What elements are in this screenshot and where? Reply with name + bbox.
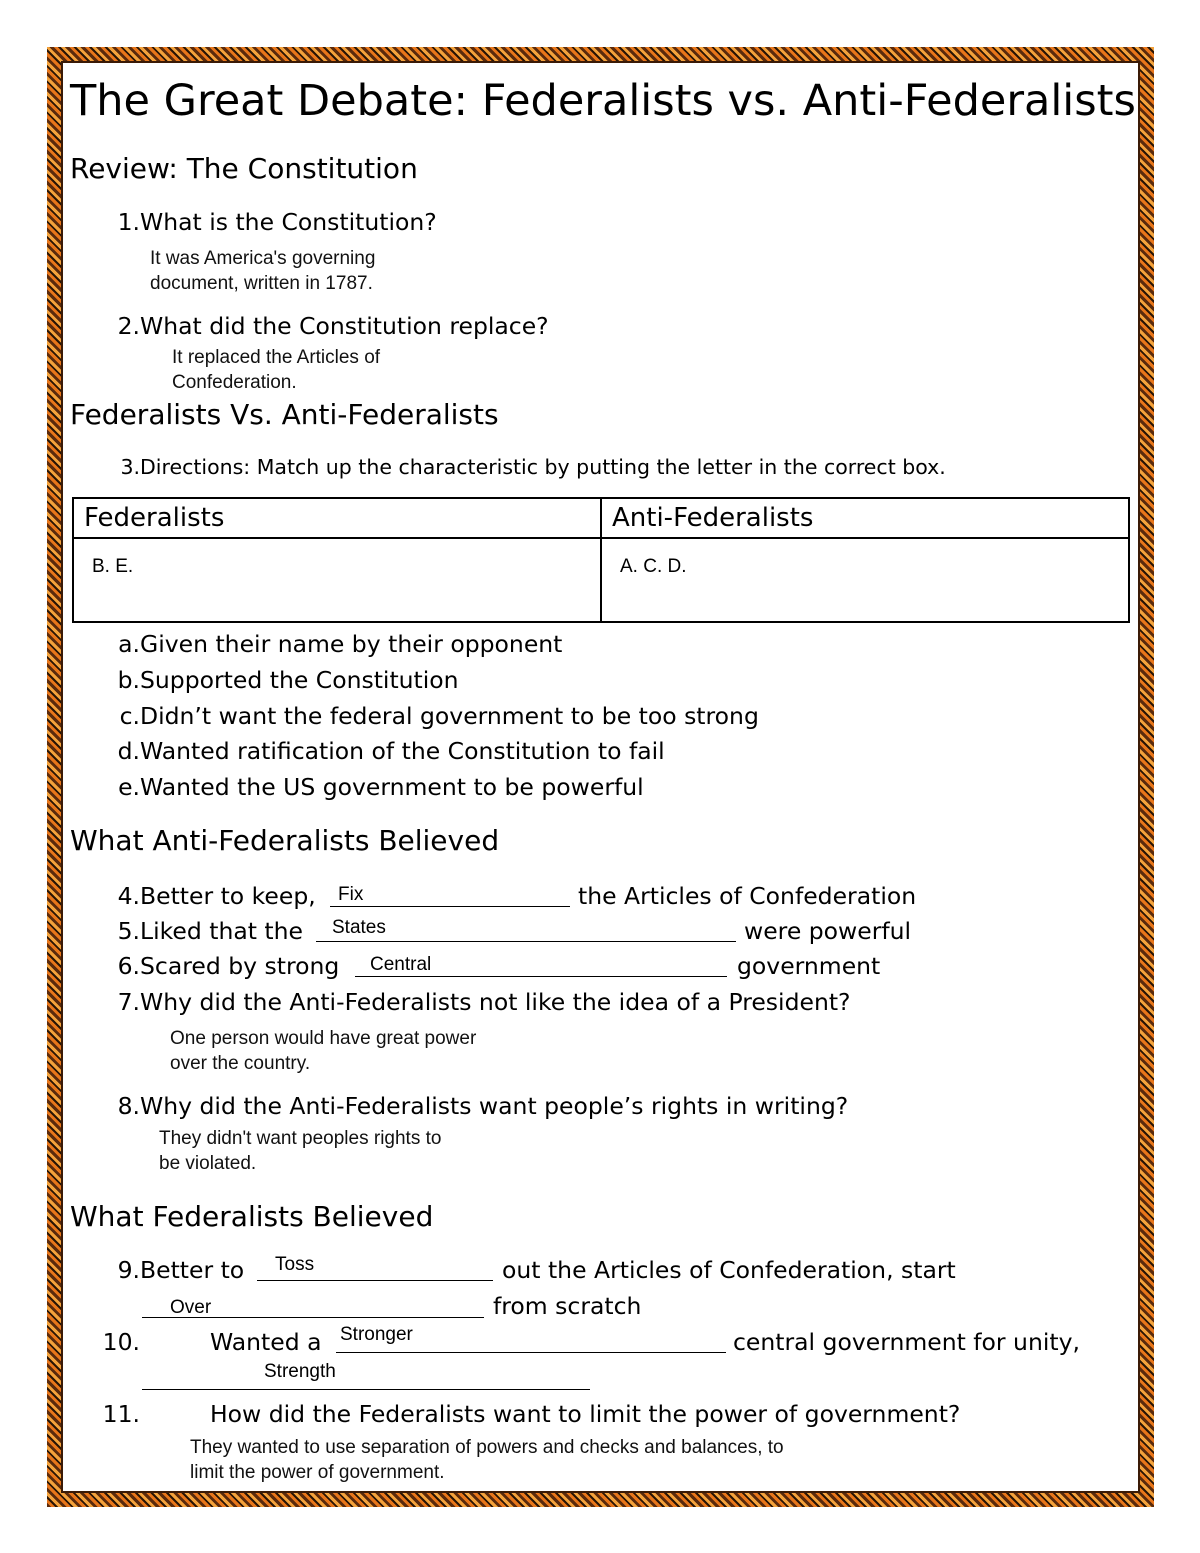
answer-box-federalists[interactable]: B. E.	[73, 538, 601, 622]
question-text: Directions: Match up the characteristic by putting the letter in the correct box.	[140, 455, 946, 479]
choice-letter: b.	[117, 666, 140, 694]
section-heading-review: Review: The Constitution	[70, 152, 418, 185]
choice-letter: d.	[117, 737, 140, 765]
question-number: 5.	[117, 917, 140, 945]
question-9-after-2: from scratch	[493, 1292, 642, 1320]
answer-5[interactable]: States	[332, 917, 386, 938]
question-text-after: the Articles of Confederation	[578, 882, 917, 910]
choice-text: Didn’t want the federal government to be too strong	[140, 702, 759, 730]
answer-2-line-1: It replaced the Articles of	[172, 347, 381, 368]
answer-9b[interactable]: Over	[170, 1297, 212, 1318]
question-number: 11.	[102, 1400, 140, 1428]
answer-blank-line	[316, 941, 736, 942]
answer-8-line-1: They didn't want peoples rights to	[159, 1128, 442, 1149]
page-title: The Great Debate: Federalists vs. Anti-Federalists	[70, 76, 1136, 126]
choice-letter: a.	[118, 630, 140, 658]
question-number: 10.	[102, 1328, 140, 1356]
question-text: What did the Constitution replace?	[140, 312, 549, 340]
question-text: Why did the Anti-Federalists want people’s rights in writing?	[140, 1092, 849, 1120]
question-number: 7.	[117, 988, 140, 1016]
question-number: 9.	[117, 1256, 140, 1284]
question-number: 3.	[120, 455, 140, 479]
choice-text: Given their name by their opponent	[140, 630, 563, 658]
question-number: 6.	[117, 952, 140, 980]
section-heading-versus: Federalists Vs. Anti-Federalists	[70, 398, 499, 431]
answer-blank-line	[330, 906, 570, 907]
answer-blank-line	[257, 1280, 493, 1281]
answer-7-line-1: One person would have great power	[170, 1028, 477, 1049]
section-heading-fed-beliefs: What Federalists Believed	[70, 1200, 434, 1233]
answer-6[interactable]: Central	[370, 954, 432, 975]
header-federalists: Federalists	[73, 498, 601, 538]
answer-11-line-1: They wanted to use separation of powers and checks and balances, to	[190, 1437, 784, 1458]
choice-text: Supported the Constitution	[140, 666, 459, 694]
question-number: 1.	[117, 208, 140, 236]
question-number: 4.	[117, 882, 140, 910]
answer-blank-line	[336, 1352, 726, 1353]
question-text-before: Better to	[140, 1256, 245, 1284]
answer-10b[interactable]: Strength	[264, 1361, 336, 1382]
answer-2-line-2: Confederation.	[172, 372, 297, 393]
section-heading-anti-beliefs: What Anti-Federalists Believed	[70, 824, 500, 857]
choice-letter: e.	[118, 773, 140, 801]
question-text: Why did the Anti-Federalists not like the idea of a President?	[140, 988, 851, 1016]
answer-8-line-2: be violated.	[159, 1153, 257, 1174]
answer-blank-line	[355, 976, 727, 977]
answer-4[interactable]: Fix	[338, 884, 364, 905]
question-number: 8.	[117, 1092, 140, 1120]
header-anti-federalists: Anti-Federalists	[601, 498, 1129, 538]
question-text-after: out the Articles of Confederation, start	[502, 1256, 956, 1284]
choice-letter: c.	[119, 702, 140, 730]
question-text-before: Scared by strong	[140, 952, 340, 980]
answer-1-line-2: document, written in 1787.	[150, 273, 373, 294]
answer-box-anti-federalists[interactable]: A. C. D.	[601, 538, 1129, 622]
question-text-before: Better to keep,	[140, 882, 316, 910]
question-text-after: were powerful	[744, 917, 912, 945]
question-text-after: central government for unity,	[733, 1328, 1080, 1356]
answer-blank-line	[142, 1389, 590, 1390]
question-text-before: Liked that the	[140, 917, 303, 945]
answer-11-line-2: limit the power of government.	[190, 1462, 445, 1483]
answer-9[interactable]: Toss	[275, 1254, 315, 1275]
answer-10[interactable]: Stronger	[340, 1324, 413, 1345]
choice-text: Wanted ratification of the Constitution to fail	[140, 737, 665, 765]
matching-table	[72, 497, 1130, 623]
answer-7-line-2: over the country.	[170, 1053, 311, 1074]
question-text-after: government	[737, 952, 881, 980]
question-text: What is the Constitution?	[140, 208, 437, 236]
choice-text: Wanted the US government to be powerful	[140, 773, 644, 801]
answer-1-line-1: It was America's governing	[150, 248, 376, 269]
question-number: 2.	[117, 312, 140, 340]
question-text-before: Wanted a	[210, 1328, 322, 1356]
question-text: How did the Federalists want to limit the power of government?	[210, 1400, 961, 1428]
